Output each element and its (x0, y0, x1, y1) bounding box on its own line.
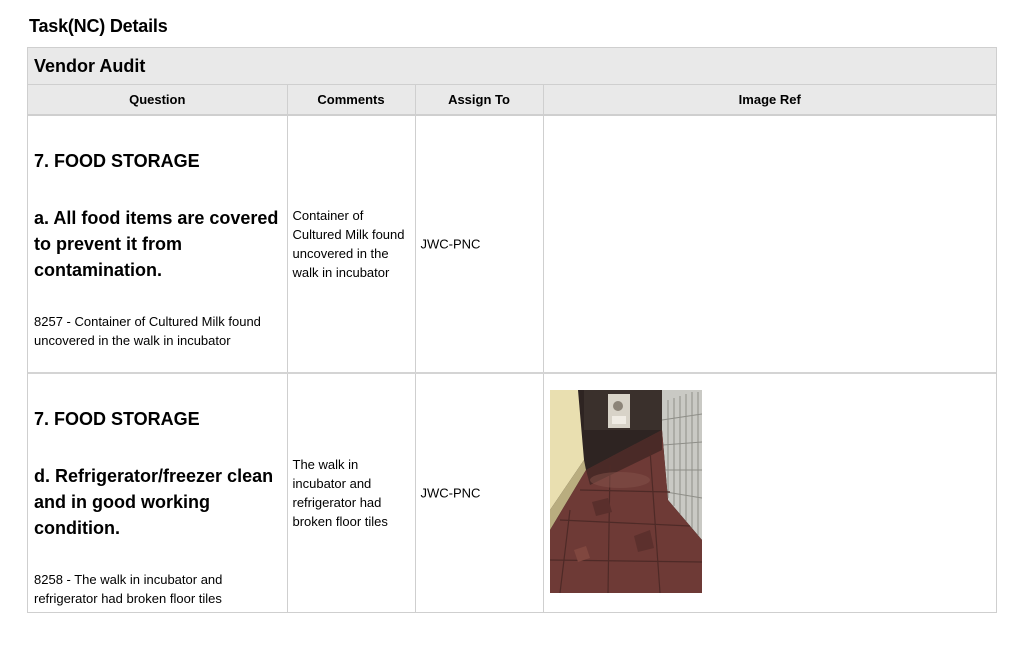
table-row (28, 373, 996, 612)
image-ref-cell (543, 115, 996, 373)
assign-to-cell (415, 115, 543, 373)
report-panel (27, 47, 997, 613)
assign-to-text: JWC-PNC (420, 485, 481, 501)
floor-tiles-image (550, 390, 702, 593)
comments-text: The walk in incubator and refrigerator had broken floor tiles (292, 457, 388, 529)
question-text: a. All food items are covered to prevent it from contamination. (34, 208, 279, 280)
question-cell (28, 373, 287, 612)
question-note: 8257 - Container of Cultured Milk found uncovered in the walk in incubator (34, 314, 261, 348)
question-section: 7. FOOD STORAGE (34, 409, 200, 429)
table-header-row (28, 85, 996, 115)
comments-cell (287, 115, 415, 373)
question-note: 8258 - The walk in incubator and refrigerator had broken floor tiles (34, 572, 223, 606)
question-section: 7. FOOD STORAGE (34, 151, 200, 171)
column-header-assign-to: Assign To (415, 85, 543, 115)
floor-tiles-photo[interactable] (550, 390, 702, 593)
column-header-comments: Comments (287, 85, 415, 115)
comments-cell (287, 373, 415, 612)
page-title: Task(NC) Details (29, 16, 168, 36)
assign-to-cell (415, 373, 543, 612)
image-ref-cell (543, 373, 996, 612)
comments-text: Container of Cultured Milk found uncovered in the walk in incubator (292, 208, 405, 280)
assign-to-text: JWC-PNC (420, 236, 481, 252)
column-header-question: Question (28, 85, 287, 115)
section-title: Vendor Audit (28, 48, 996, 85)
column-header-image-ref: Image Ref (543, 85, 996, 115)
question-text: d. Refrigerator/freezer clean and in good working condition. (34, 466, 274, 538)
table-row (28, 115, 996, 373)
nc-table (28, 85, 996, 612)
question-cell (28, 115, 287, 373)
